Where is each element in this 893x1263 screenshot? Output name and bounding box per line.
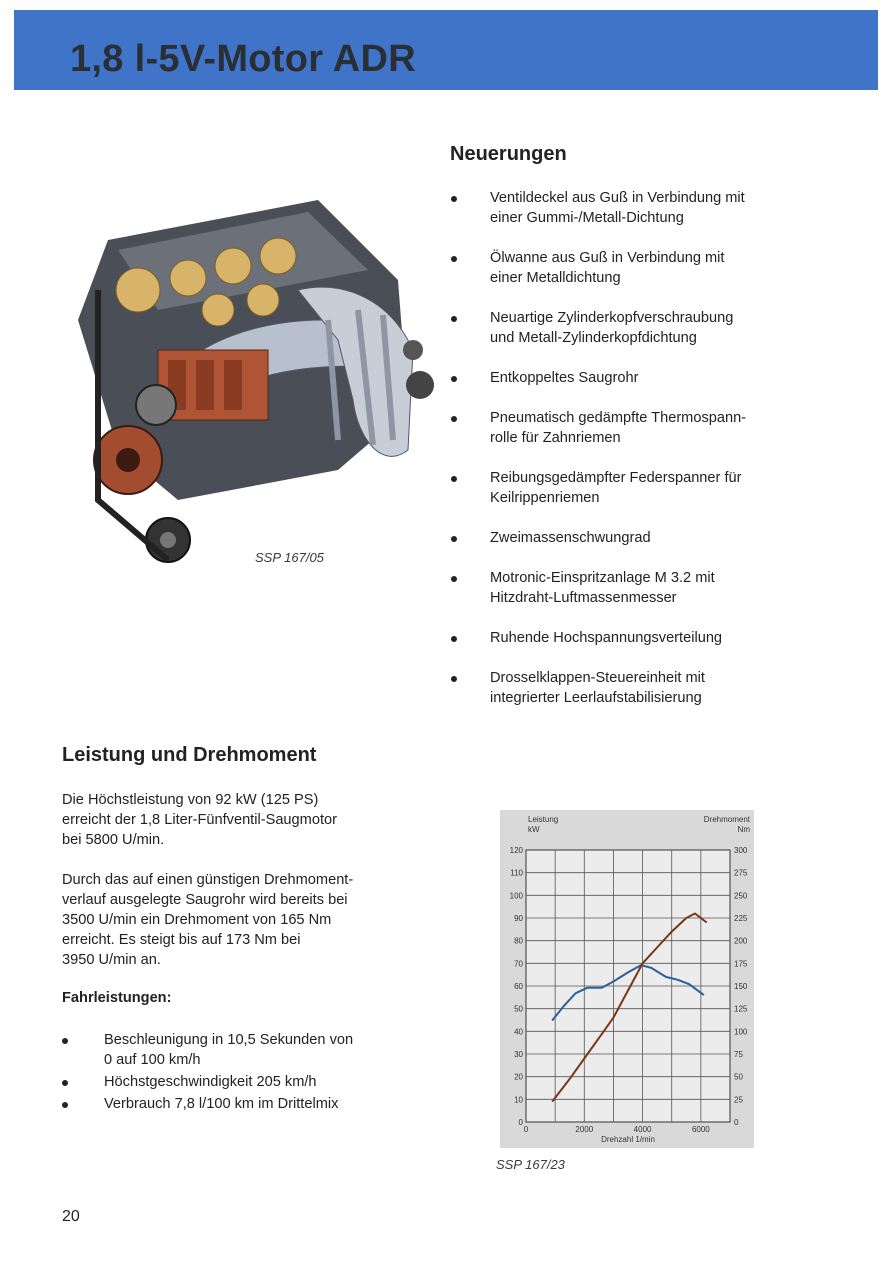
page-title: 1,8 l-5V-Motor ADR [70,38,417,80]
y-left-tick-label: 0 [518,1118,523,1127]
y-left-tick-label: 60 [514,982,523,991]
list-item: Ventildeckel aus Guß in Verbindung mit einer Gummi-/Metall-Dichtung [447,188,827,228]
list-item: Entkoppeltes Saugrohr [447,368,827,388]
fahrleistungen-list [62,1030,422,1116]
leistung-heading: Leistung und Drehmoment [62,744,317,766]
bullet-icon [451,416,457,422]
y-right-tick-label: 100 [734,1027,748,1037]
y-right-tick-label: 150 [734,982,748,991]
bullet-icon [451,376,457,382]
y-left-tick-label: 20 [514,1072,523,1082]
y-left-axis-unit: kW [528,825,540,834]
y-left-tick-label: 10 [514,1095,523,1105]
engine-illustration [38,200,438,580]
y-left-tick-label: 50 [514,1004,523,1014]
y-right-tick-label: 250 [734,891,748,901]
y-left-tick-label: 100 [509,891,523,901]
y-left-tick-label: 90 [514,914,523,923]
y-left-tick-label: 40 [514,1027,523,1037]
bullet-icon [451,536,457,542]
y-right-tick-label: 275 [734,868,748,878]
list-item: Motronic-Einspritzanlage M 3.2 mit Hitzdraht-Luftmassenmesser [447,568,827,608]
list-item: Neuartige Zylinderkopfverschraubung und Metall-Zylinderkopfdichtung [447,308,827,348]
bullet-icon [62,1038,68,1044]
list-item: Ölwanne aus Guß in Verbindung mit einer Metalldichtung [447,248,827,288]
performance-chart-panel [500,810,754,1148]
engine-caption: SSP 167/05 [255,550,324,565]
y-right-axis-unit: Nm [737,825,750,834]
y-right-tick-label: 175 [734,959,748,969]
y-left-tick-label: 70 [514,959,523,969]
list-item: Höchstgeschwindigkeit 205 km/h [62,1072,422,1092]
x-tick-label: 0 [523,1125,529,1134]
bullet-icon [451,576,457,582]
y-right-tick-label: 25 [734,1095,743,1105]
bullet-icon [62,1102,68,1108]
y-left-tick-label: 120 [509,846,523,855]
list-item: Verbrauch 7,8 l/100 km im Drittelmix [62,1094,422,1114]
y-right-axis-label: Drehmoment [703,815,750,824]
x-tick-label: 4000 [633,1125,652,1134]
y-left-tick-label: 80 [514,936,523,946]
leistung-paragraph-1: Die Höchstleistung von 92 kW (125 PS) erreicht der 1,8 Liter-Fünfventil-Saugmotor bei 5800 U/min. [62,792,337,848]
leistung-paragraph-2: Durch das auf einen günstigen Drehmoment- verlauf ausgelegte Saugrohr wird bereits bei 3500 U/min ein Drehmoment von 165 Nm erreicht. Es steigt bis auf 173 Nm bei 3950 U/min an. [62,872,354,968]
performance-chart [500,810,754,1148]
page-number: 20 [62,1208,80,1225]
title-banner [14,10,878,90]
list-item: Drosselklappen-Steuereinheit mit integrierter Leerlaufstabilisierung [447,668,827,708]
fahrleistungen-heading: Fahrleistungen: [62,990,172,1006]
neuerungen-heading: Neuerungen [450,143,567,165]
y-left-axis-label: Leistung [528,815,559,824]
x-tick-label: 2000 [575,1125,594,1134]
list-item: Reibungsgedämpfter Federspanner für Keilrippenriemen [447,468,827,508]
list-item: Ruhende Hochspannungsverteilung [447,628,827,648]
y-right-tick-label: 50 [734,1072,743,1082]
bullet-icon [451,316,457,322]
list-item: Zweimassenschwungrad [447,528,827,548]
y-left-tick-label: 30 [514,1050,523,1059]
bullet-icon [62,1080,68,1086]
bullet-icon [451,476,457,482]
x-axis-label: Drehzahl 1/min [601,1135,655,1144]
list-item: Beschleunigung in 10,5 Sekunden von 0 auf 100 km/h [62,1030,422,1070]
bullet-icon [451,676,457,682]
y-right-tick-label: 0 [734,1118,739,1127]
x-tick-label: 6000 [691,1125,710,1134]
y-right-tick-label: 300 [734,846,748,855]
chart-caption: SSP 167/23 [496,1157,565,1172]
bullet-icon [451,256,457,262]
neuerungen-list [447,188,827,728]
y-right-tick-label: 225 [734,914,748,923]
bullet-icon [451,636,457,642]
y-right-tick-label: 200 [734,936,748,946]
list-item: Pneumatisch gedämpfte Thermospann- rolle für Zahnriemen [447,408,827,448]
y-left-tick-label: 110 [510,868,523,878]
bullet-icon [451,196,457,202]
y-right-tick-label: 75 [734,1050,743,1059]
y-right-tick-label: 125 [734,1004,748,1014]
